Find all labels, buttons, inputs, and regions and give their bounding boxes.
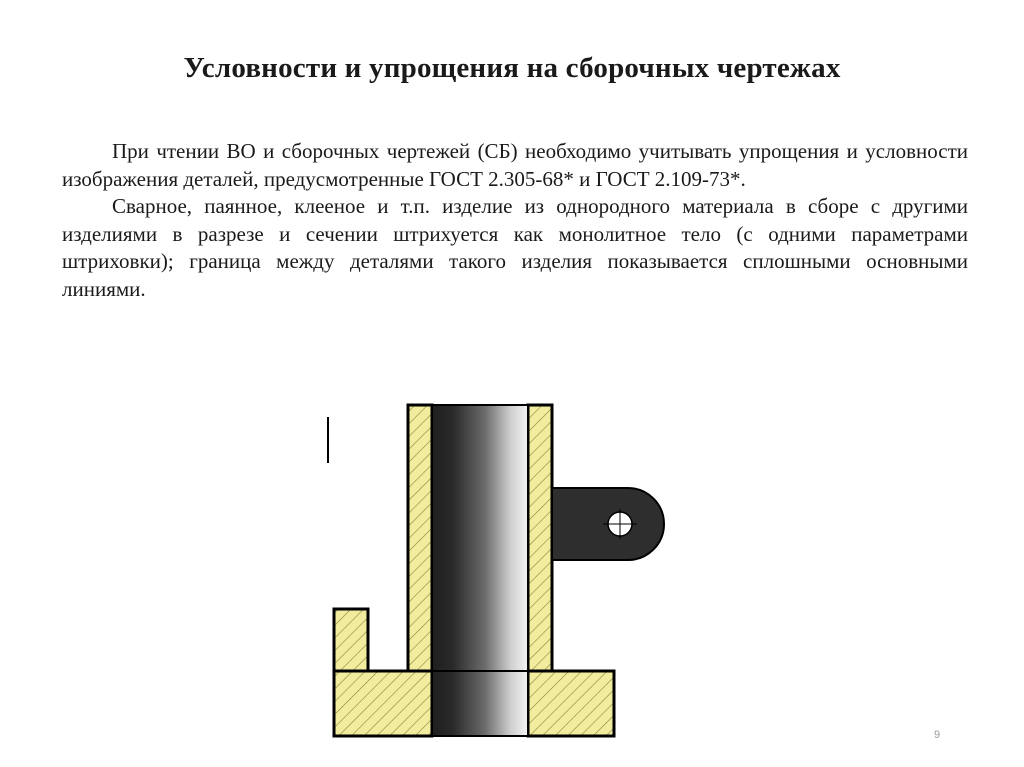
base-right [528, 671, 614, 736]
sleeve-wall-left [408, 405, 432, 671]
slide-title: Условности и упрощения на сборочных чертежах [183, 52, 841, 84]
sleeve-wall-right [528, 405, 552, 671]
shaft [432, 405, 528, 736]
assembly-drawing [310, 395, 670, 745]
base-left [334, 671, 432, 736]
paragraph-1: При чтении ВО и сборочных чертежей (СБ) необходимо учитывать упрощения и условности изображения деталей, предусмотренные ГОСТ 2.305-68* и ГОСТ 2.109-73*. [62, 139, 968, 191]
paragraph-2: Сварное, паянное, клееное и т.п. изделие из однородного материала в сборе с другими изделиями в разрезе и сечении штрихуется как монолитное тело (с одними параметрами штриховки); граница между деталями такого изделия показывается сплошными основными линиями. [62, 194, 968, 301]
left-post [334, 609, 368, 671]
page-number: 9 [934, 729, 941, 741]
body-text [62, 138, 968, 303]
